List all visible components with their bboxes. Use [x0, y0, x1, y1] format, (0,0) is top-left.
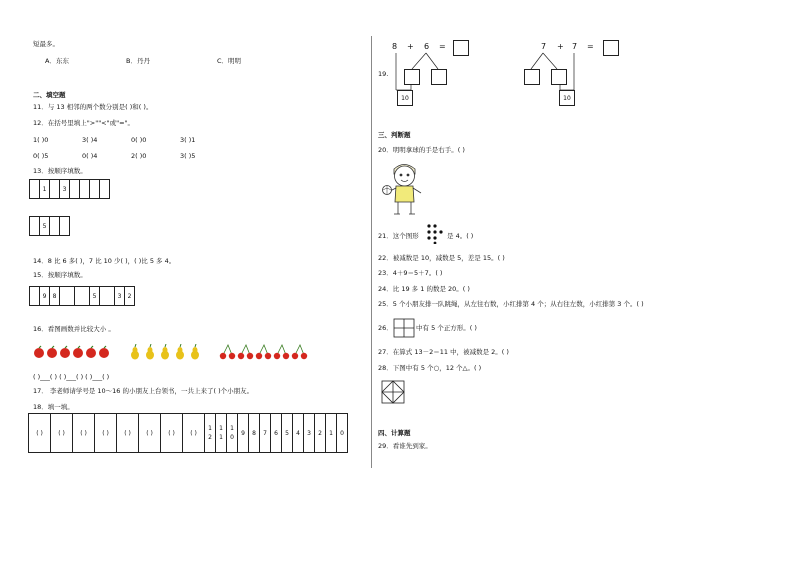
q19b-addend: 7 [572, 42, 578, 51]
q13-text: 13．按顺序填数。 [33, 167, 87, 175]
number-cell: 1 0 [226, 413, 238, 453]
number-cell: 5 [89, 286, 100, 306]
blank-cell[interactable]: ( ) [138, 413, 161, 453]
dot-pattern-figure [424, 222, 446, 244]
blank-cell[interactable]: ( ) [182, 413, 205, 453]
square-grid-figure [393, 318, 415, 338]
q28-text: 28．下图中有 5 个○，12 个△。( ) [378, 364, 482, 372]
q12-item[interactable]: 0( )5 [33, 152, 49, 160]
apple-group-icon [33, 345, 113, 359]
number-cell[interactable] [99, 179, 110, 199]
q15-number-row [30, 286, 135, 306]
number-cell: 2 [314, 413, 326, 453]
q19a-equals: = [439, 42, 446, 51]
number-cell: 9 [39, 286, 50, 306]
q14-text: 14．8 比 6 多( )，7 比 10 少( )，( )比 5 多 4。 [33, 257, 176, 265]
q21-text: 21．这个图形 [378, 232, 419, 240]
blank-cell[interactable]: ( ) [94, 413, 117, 453]
number-cell: 8 [49, 286, 60, 306]
q19a-ten-box: 10 [397, 90, 413, 106]
q10-tail: 短最多。 [33, 40, 59, 48]
blank-cell[interactable]: ( ) [160, 413, 183, 453]
section-calc-title: 四、计算题 [378, 429, 411, 437]
q19a-plus: + [407, 42, 414, 51]
number-cell: 4 [292, 413, 304, 453]
q19b-plus: + [557, 42, 564, 51]
q19a-addend: 8 [392, 42, 398, 51]
number-cell[interactable] [99, 286, 115, 306]
q27-text: 27．在算式 13－2＝11 中，被减数是 2。( ) [378, 348, 509, 356]
q17-text: 17． 李老师请学号是 10～16 的小朋友上台领书，一共上来了( )个小朋友。 [33, 387, 254, 395]
shape-count-figure [381, 380, 405, 404]
q26-text-tail: 中有 5 个正方形。( ) [416, 324, 477, 332]
blank-cell[interactable]: ( ) [116, 413, 139, 453]
q12-item[interactable]: 0( )4 [82, 152, 98, 160]
q21-text-tail: 是 4。( ) [447, 232, 474, 240]
q10-option-b[interactable]: B．丹丹 [126, 57, 150, 65]
q12-item[interactable]: 1( )0 [33, 136, 49, 144]
number-cell: 0 [336, 413, 348, 453]
boy-with-ball-illustration [380, 162, 430, 218]
number-cell[interactable] [59, 286, 75, 306]
cherry-group-icon [219, 343, 311, 360]
q19b-equals: = [587, 42, 594, 51]
number-cell: 1 [325, 413, 337, 453]
q22-text: 22．被减数是 10，减数是 5，差是 15。( ) [378, 254, 505, 262]
q19b-addend: 7 [541, 42, 547, 51]
number-cell: 7 [259, 413, 271, 453]
number-cell: 5 [39, 216, 50, 236]
q19b-ten-box: 10 [559, 90, 575, 106]
q11-text: 11．与 13 相邻的两个数分别是( )和( )。 [33, 103, 153, 111]
blank-cell[interactable]: ( ) [50, 413, 73, 453]
number-cell[interactable] [59, 216, 70, 236]
q19b-split-lines [530, 50, 580, 95]
number-cell: 2 [124, 286, 135, 306]
number-cell: 3 [59, 179, 70, 199]
number-cell: 3 [303, 413, 315, 453]
column-divider [371, 36, 372, 468]
q25-text: 25．5 个小朋友排一队跳绳，从左往右数，小红排第 4 个；从右往左数，小红排第 3 个。( ) [378, 300, 644, 308]
number-cell: 8 [248, 413, 260, 453]
q12-item[interactable]: 3( )5 [180, 152, 196, 160]
q10-option-a[interactable]: A．东东 [45, 57, 69, 65]
q10-option-c[interactable]: C．明明 [217, 57, 242, 65]
q19a-answer-box[interactable] [453, 40, 469, 56]
blank-cell[interactable]: ( ) [28, 413, 51, 453]
number-cell: 3 [114, 286, 125, 306]
q20-text: 20．明明拿球的手是右手。( ) [378, 146, 465, 154]
number-cell: 1 2 [204, 413, 216, 453]
q13-number-row-1 [30, 179, 110, 199]
blank-cell[interactable]: ( ) [72, 413, 95, 453]
number-cell: 5 [281, 413, 293, 453]
number-cell: 6 [270, 413, 282, 453]
section-judge-title: 三、判断题 [378, 131, 411, 139]
q12-item[interactable]: 3( )1 [180, 136, 196, 144]
q12-item[interactable]: 0( )0 [131, 136, 147, 144]
q29-text: 29．看谁先到家。 [378, 442, 432, 450]
q26-text: 26． [378, 324, 393, 332]
number-cell: 9 [237, 413, 249, 453]
q12-text: 12．在括号里填上">""<"或"="。 [33, 119, 135, 127]
number-cell: 1 [39, 179, 50, 199]
q18-text: 18．填一填。 [33, 403, 74, 411]
q23-text: 23．4＋9＝5＋7。( ) [378, 269, 443, 277]
q18-number-table [29, 413, 348, 453]
number-cell: 1 1 [215, 413, 227, 453]
pear-group-icon [129, 344, 204, 360]
q19-label: 19. [378, 70, 389, 78]
q16-answer-blanks[interactable]: ( )___( ) ( )___( ) ( )___( ) [33, 373, 110, 381]
section-fill-blank-title: 二、填空题 [33, 91, 66, 99]
q24-text: 24．比 19 多 1 的数是 20。( ) [378, 285, 470, 293]
q19a-addend: 6 [424, 42, 430, 51]
q19a-split-lines [392, 50, 452, 95]
q16-text: 16．看图画数并比较大小 。 [33, 325, 115, 333]
q12-item[interactable]: 3( )4 [82, 136, 98, 144]
q15-text: 15．按顺序填数。 [33, 271, 87, 279]
q19b-answer-box[interactable] [603, 40, 619, 56]
q13-number-row-2 [30, 216, 70, 236]
q12-item[interactable]: 2( )0 [131, 152, 147, 160]
number-cell[interactable] [74, 286, 90, 306]
